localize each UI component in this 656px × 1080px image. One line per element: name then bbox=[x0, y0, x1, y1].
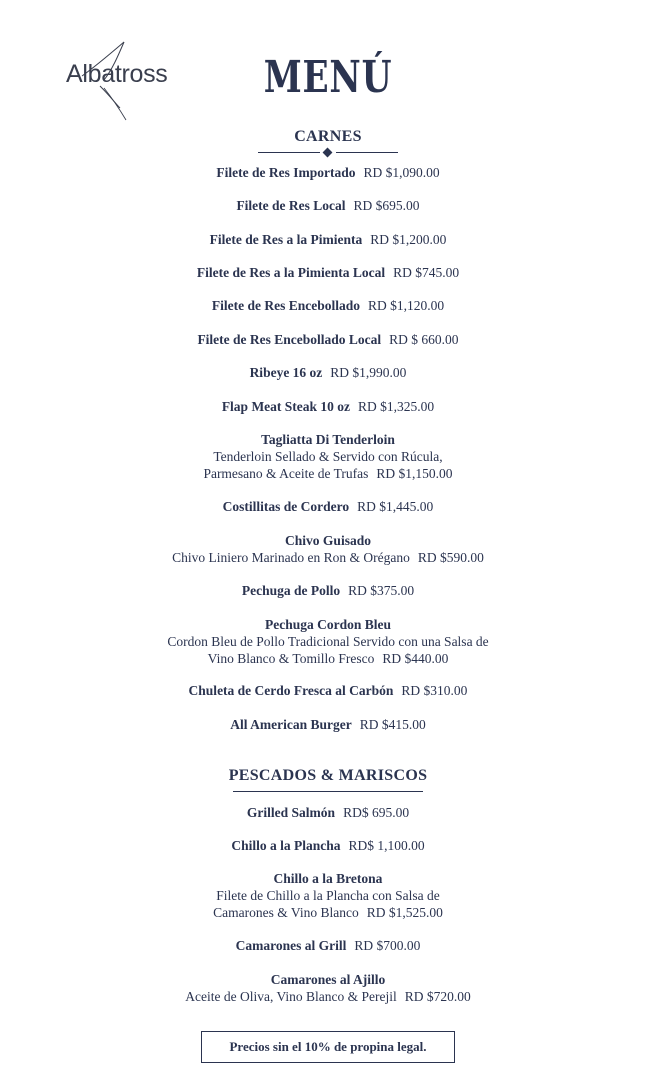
item-name: Pechuga de Pollo bbox=[241, 583, 341, 598]
section-title: PESCADOS & MARISCOS bbox=[228, 767, 428, 784]
menu-item bbox=[0, 682, 656, 699]
item-price: RD $ 660.00 bbox=[389, 332, 459, 347]
menu-item bbox=[0, 937, 656, 954]
item-name: Chillo a la Bretona bbox=[273, 871, 383, 886]
item-price: RD $1,445.00 bbox=[357, 499, 434, 514]
menu-item bbox=[0, 231, 656, 248]
item-price: RD $310.00 bbox=[401, 683, 468, 698]
item-name: Tagliatta Di Tenderloin bbox=[261, 432, 395, 447]
item-description: Aceite de Oliva, Vino Blanco & Perejil bbox=[185, 989, 397, 1004]
item-name: Filete de Res Importado bbox=[216, 165, 356, 180]
item-name: Ribeye 16 oz bbox=[249, 365, 323, 380]
menu-item bbox=[0, 297, 656, 314]
menu-item bbox=[0, 804, 656, 821]
item-price: RD $695.00 bbox=[353, 198, 420, 213]
item-price: RD $720.00 bbox=[404, 989, 471, 1004]
item-price: RD $1,525.00 bbox=[366, 905, 443, 920]
item-name: Filete de Res Local bbox=[236, 198, 346, 213]
item-name: Filete de Res Encebollado bbox=[211, 298, 360, 313]
ornament-divider bbox=[233, 787, 423, 797]
item-description: Tenderloin Sellado & Servido con Rúcula, bbox=[213, 449, 443, 464]
item-name: All American Burger bbox=[230, 717, 352, 732]
item-name: Pechuga Cordon Bleu bbox=[264, 617, 391, 632]
menu-item bbox=[0, 532, 656, 566]
item-price: RD$ 695.00 bbox=[343, 805, 410, 820]
menu-item bbox=[0, 331, 656, 348]
item-price: RD $590.00 bbox=[417, 550, 484, 565]
section-title: CARNES bbox=[294, 128, 362, 145]
section-header-pescados bbox=[0, 767, 656, 797]
menu-item bbox=[0, 164, 656, 181]
menu-item bbox=[0, 364, 656, 381]
tip-notice: Precios sin el 10% de propina legal. bbox=[201, 1031, 455, 1063]
section-header-carnes bbox=[0, 128, 656, 158]
item-name: Chivo Guisado bbox=[285, 533, 371, 548]
menu-item bbox=[0, 431, 656, 482]
menu-item bbox=[0, 398, 656, 415]
item-description: Vino Blanco & Tomillo Fresco bbox=[207, 651, 375, 666]
item-price: RD $1,090.00 bbox=[363, 165, 440, 180]
item-description: Cordon Bleu de Pollo Tradicional Servido con una Salsa de bbox=[167, 634, 489, 649]
item-description: Filete de Chillo a la Plancha con Salsa de bbox=[216, 888, 440, 903]
item-price: RD $745.00 bbox=[393, 265, 460, 280]
item-description: Camarones & Vino Blanco bbox=[213, 905, 359, 920]
menu-item bbox=[0, 971, 656, 1005]
item-price: RD $1,120.00 bbox=[367, 298, 445, 313]
item-name: Flap Meat Steak 10 oz bbox=[221, 399, 351, 414]
menu-item bbox=[0, 837, 656, 854]
page-title: MENÚ bbox=[263, 52, 393, 103]
item-price: RD $375.00 bbox=[348, 583, 415, 598]
item-name: Camarones al Grill bbox=[235, 938, 347, 953]
item-price: RD$ 1,100.00 bbox=[348, 838, 425, 853]
menu-item bbox=[0, 870, 656, 921]
item-price: RD $1,325.00 bbox=[358, 399, 435, 414]
menu-item bbox=[0, 582, 656, 599]
item-name: Filete de Res Encebollado Local bbox=[197, 332, 382, 347]
item-price: RD $1,200.00 bbox=[370, 232, 447, 247]
item-description: Parmesano & Aceite de Trufas bbox=[203, 466, 369, 481]
item-description: Chivo Liniero Marinado en Ron & Orégano bbox=[172, 550, 410, 565]
item-price: RD $1,990.00 bbox=[330, 365, 407, 380]
menu-item bbox=[0, 498, 656, 515]
item-name: Filete de Res a la Pimienta Local bbox=[196, 265, 386, 280]
item-name: Chillo a la Plancha bbox=[231, 838, 341, 853]
item-name: Grilled Salmón bbox=[246, 805, 336, 820]
item-name: Filete de Res a la Pimienta bbox=[209, 232, 363, 247]
menu-item bbox=[0, 197, 656, 214]
menu-item bbox=[0, 716, 656, 733]
ornament-divider bbox=[258, 148, 398, 158]
item-name: Camarones al Ajillo bbox=[270, 972, 386, 987]
item-name: Costillitas de Cordero bbox=[222, 499, 350, 514]
item-name: Chuleta de Cerdo Fresca al Carbón bbox=[188, 683, 394, 698]
menu-item bbox=[0, 616, 656, 667]
item-price: RD $700.00 bbox=[354, 938, 421, 953]
item-price: RD $1,150.00 bbox=[376, 466, 453, 481]
item-price: RD $415.00 bbox=[359, 717, 426, 732]
menu-item bbox=[0, 264, 656, 281]
item-price: RD $440.00 bbox=[382, 651, 449, 666]
diamond-icon bbox=[323, 148, 333, 158]
logo-wordmark: Albatross bbox=[66, 60, 168, 88]
